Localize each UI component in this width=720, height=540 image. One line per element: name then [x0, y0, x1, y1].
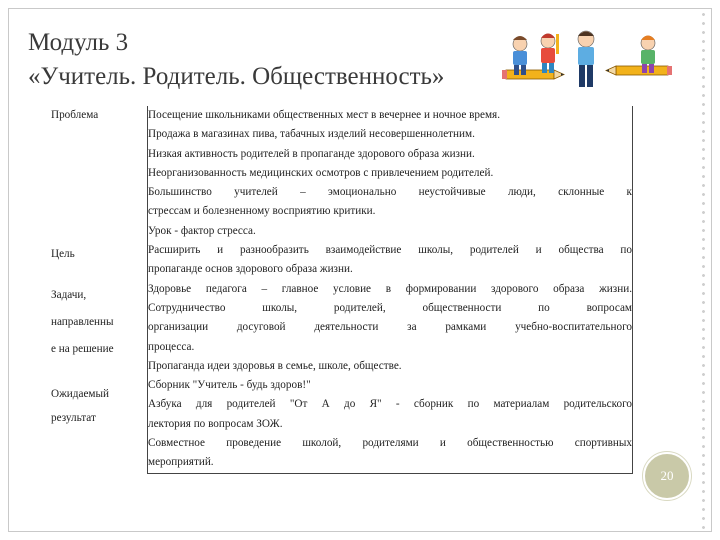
- content-line: Неорганизованность медицинских осмотров с привлечением родителей.: [148, 166, 494, 179]
- content-line: пропаганде основ здорового образа жизни.: [148, 263, 353, 276]
- label-line: Цель: [51, 248, 75, 261]
- content-line: Расширить и разнообразить взаимодействие школы, родителей и общества по: [148, 244, 632, 257]
- content-line: лектория по вопросам ЗОЖ.: [148, 417, 283, 430]
- content-line: Посещение школьниками общественных мест в вечернее и ночное время.: [148, 109, 500, 121]
- row-label-goal: [51, 241, 148, 280]
- content-line: Большинство учителей – эмоционально неустойчивые люди, склонные к: [148, 186, 632, 199]
- content-line: Продажа в магазинах пива, табачных изделий несовершеннолетним.: [148, 128, 475, 141]
- pencil-icon: [606, 66, 672, 75]
- content-line: Азбука для родителей "От А до Я" - сборник по материалам родительского: [148, 398, 632, 411]
- content-line: Сотрудничество школы, родителей, общественности по вопросам: [148, 301, 632, 314]
- title-line-1: Модуль 3: [28, 29, 129, 56]
- content-line: Совместное проведение школой, родителями и общественностью спортивных: [148, 437, 632, 450]
- content-line: Низкая активность родителей в пропаганде здорового образа жизни.: [148, 147, 475, 160]
- child-figure-icon: [541, 34, 559, 74]
- label-line: результат: [51, 412, 96, 425]
- row-label-result: [51, 376, 148, 473]
- label-line: е на решение: [51, 342, 114, 355]
- slide-title: [28, 26, 444, 94]
- content-line: Урок - фактор стресса.: [148, 224, 256, 237]
- content-line: Здоровье педагога – главное условие в формировании здорового образа жизни.: [148, 282, 632, 295]
- page-number-badge: 20: [643, 452, 691, 500]
- dotted-border-decoration: [699, 10, 708, 530]
- label-line: Задачи,: [51, 288, 87, 301]
- child-figure-icon: [513, 36, 527, 75]
- module-table: [51, 106, 633, 474]
- content-line: процесса.: [148, 340, 195, 353]
- label-line: направленны: [51, 315, 114, 328]
- child-figure-icon: [578, 31, 594, 87]
- label-line: Ожидаемый: [51, 388, 110, 401]
- content-line: Сборник "Учитель - будь здоров!": [148, 379, 311, 392]
- row-content-tasks: [148, 280, 633, 376]
- row-label-problem: [51, 106, 148, 241]
- row-content-problem: [148, 106, 633, 241]
- content-line: Пропаганда идеи здоровья в семье, школе, обществе.: [148, 359, 402, 372]
- pencil-icon: [502, 70, 564, 79]
- title-line-2: «Учитель. Родитель. Общественность»: [28, 63, 445, 90]
- table-row: [51, 241, 633, 280]
- table-row: [51, 376, 633, 473]
- kids-with-pencils-icon: [498, 26, 688, 90]
- content-line: стрессам и болезненному восприятию критики.: [148, 205, 376, 218]
- label-line: Проблема: [51, 109, 99, 121]
- table-row: [51, 106, 633, 241]
- row-content-result: [148, 376, 633, 473]
- table-row: [51, 280, 633, 376]
- row-content-goal: [148, 241, 633, 280]
- content-line: организации досуговой деятельности за рамками учебно-воспитательного: [148, 321, 632, 334]
- content-line: мероприятий.: [148, 456, 214, 469]
- row-label-tasks: [51, 280, 148, 376]
